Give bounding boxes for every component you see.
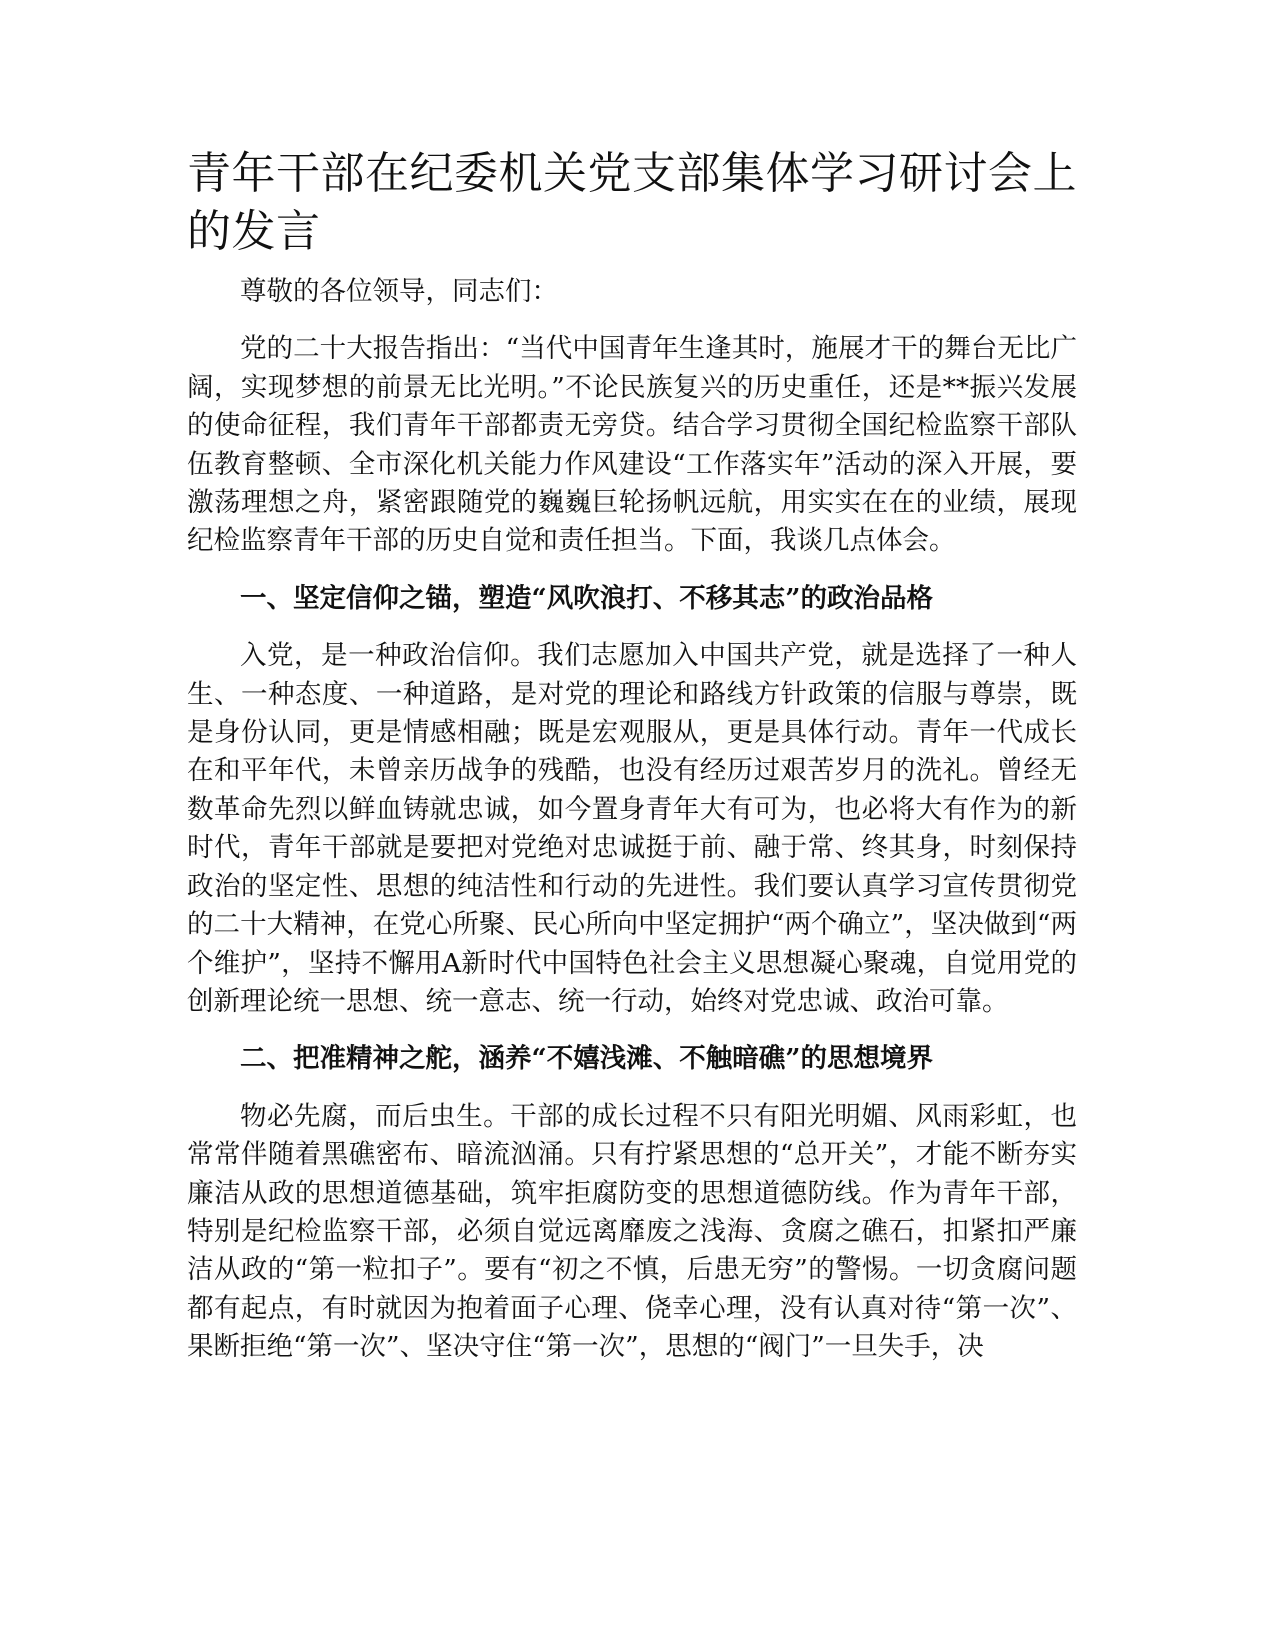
section-heading-2: 二、把准精神之舵，涵养“不嬉浅滩、不触暗礁”的思想境界 [240, 1043, 933, 1075]
section-body-1: 入党，是一种政治信仰。我们志愿加入中国共产党，就是选择了一种人生、一种态度、一种道路，是对党的理论和路线方针政策的信服与尊崇，既是身份认同，更是情感相融；既是宏观服从，更是具体行动。青年一代成长在和平年代，未曾亲历战争的残酷，也没有经历过艰苦岁月的洗礼。曾经无数革命先烈以鲜血铸就忠诚，如今置身青年大有可为，也必将大有作为的新时代，青年干部就是要把对党绝对忠诚挺于前、融于常、终其身，时刻保持政治的坚定性、思想的纯洁性和行动的先进性。我们要认真学习宣传贯彻党的二十大精神，在党心所聚、民心所向中坚定拥护“两个确立”，坚决做到“两个维护”，坚持不懈用A新时代中国特色社会主义思想凝心聚魂，自觉用党的创新理论统一思想、统一意志、统一行动，始终对党忠诚、政治可靠。 [187, 640, 1077, 1017]
intro-paragraph: 党的二十大报告指出：“当代中国青年生逢其时，施展才干的舞台无比广阔，实现梦想的前景无比光明。”不论民族复兴的历史重任，还是**振兴发展的使命征程，我们青年干部都责无旁贷。结合学习贯彻全国纪检监察干部队伍教育整顿、全市深化机关能力作风建设“工作落实年”活动的深入开展，要激荡理想之舟，紧密跟随党的巍巍巨轮扬帆远航，用实实在在的业绩，展现纪检监察青年干部的历史自觉和责任担当。下面，我谈几点体会。 [187, 333, 1077, 557]
document-body [187, 273, 1077, 1386]
section-heading-1: 一、坚定信仰之锚，塑造“风吹浪打、不移其志”的政治品格 [240, 582, 933, 614]
section-body-2: 物必先腐，而后虫生。干部的成长过程不只有阳光明媚、风雨彩虹，也常常伴随着黑礁密布、暗流汹涌。只有拧紧思想的“总开关”，才能不断夯实廉洁从政的思想道德基础，筑牢拒腐防变的思想道德防线。作为青年干部，特别是纪检监察干部，必须自觉远离靡废之浅海、贪腐之礁石，扣紧扣严廉洁从政的“第一粒扣子”。要有“初之不慎，后患无穷”的警惕。一切贪腐问题都有起点，有时就因为抱着面子心理、侥幸心理，没有认真对待“第一次”、果断拒绝“第一次”、坚决守住“第一次”，思想的“阀门”一旦失手，决 [187, 1100, 1077, 1363]
document-title: 青年干部在纪委机关党支部集体学习研讨会上的发言 [187, 148, 1077, 257]
greeting: 尊敬的各位领导，同志们： [240, 276, 558, 307]
